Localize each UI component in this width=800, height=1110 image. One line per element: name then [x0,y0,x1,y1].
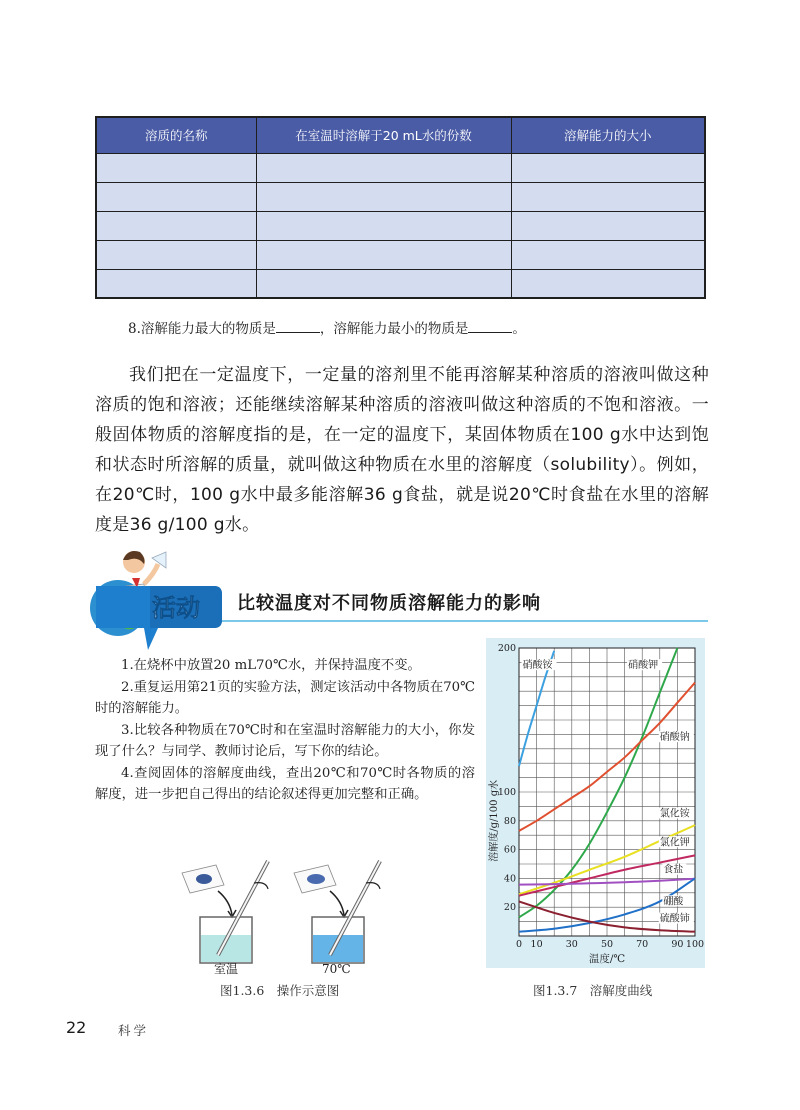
label-70c: 70℃ [322,962,351,975]
question-8-suffix: 。 [512,321,526,337]
table-row [96,269,705,298]
beaker-room-temp-illustration [182,861,268,975]
y-tick-label: 60 [503,844,516,856]
table-cell[interactable] [96,240,256,269]
x-tick-label: 90 [671,939,684,950]
series-label-3: 氯化铵 [659,808,690,820]
x-tick-label: 10 [530,939,543,950]
activity-step-1: 1.在烧杯中放置20 mL70℃水，并保持温度不变。 [121,658,421,673]
answer-blank-min[interactable] [468,320,512,333]
figure-caption-right: 图1.3.7 溶解度曲线 [533,983,653,998]
question-8-middle: ，溶解能力最小的物质是 [319,321,469,337]
question-8-prefix: 8.溶解能力最大的物质是 [128,321,276,337]
x-tick-label: 0 [515,939,523,950]
series-label-7: 硫酸铈 [659,913,690,925]
x-tick-label: 50 [600,939,614,950]
activity-steps [95,655,475,806]
label-room-temp: 室温 [214,962,239,975]
page-number: 22 [66,1018,87,1037]
y-tick-label: 200 [497,643,516,654]
x-tick-label: 70 [636,939,649,950]
series-label-2: 硝酸钠 [659,732,690,744]
figure-caption-left: 图1.3.6 操作示意图 [220,983,340,998]
table-cell[interactable] [256,240,511,269]
table-cell[interactable] [256,269,511,298]
beaker-70c-illustration [294,861,380,975]
answer-blank-max[interactable] [276,320,320,333]
activity-title: 比较温度对不同物质溶解能力的影响 [237,593,541,614]
pour-arrow-icon [218,891,232,915]
data-table [95,116,706,299]
table-cell[interactable] [511,240,705,269]
table-cell[interactable] [256,182,511,211]
series-label-5: 食盐 [663,864,684,876]
table-cell[interactable] [96,153,256,182]
header-parts-dissolved: 在室温时溶解于20 mL水的份数 [256,117,511,153]
table-row [96,153,705,182]
table-row [96,240,705,269]
table-cell[interactable] [511,182,705,211]
y-tick-label: 80 [503,815,516,827]
series-label-6: 硼酸 [663,896,684,908]
table-cell[interactable] [511,211,705,240]
x-axis-label: 温度/℃ [588,953,626,965]
activity-underline [222,620,708,622]
operation-diagram [170,855,410,975]
table-cell[interactable] [96,269,256,298]
definition-paragraph: 我们把在一定温度下，一定量的溶剂里不能再溶解某种溶质的溶液叫做这种溶质的饱和溶液；还能继续溶解某种溶质的溶液叫做这种溶质的不饱和溶液。一般固体物质的溶解度指的是，在一定的温度下，某固体物质在100 g水中达到饱和状态时所溶解的质量，就叫做这种物质在水里的溶解度（solubility）。例如，在20℃时，100 g水中最多能溶解36 g食盐，就是说20℃时食盐在水里的溶解度是36 g/100 g水。 [95,365,709,535]
y-axis-label: 溶解度/g/100 g水 [489,779,500,862]
table-cell[interactable] [256,153,511,182]
table-cell[interactable] [96,182,256,211]
solute-crystals-icon [196,874,212,884]
series-label-1: 硝酸钾 [628,660,659,672]
table-row [96,211,705,240]
x-tick-label: 100 [685,939,705,950]
question-8 [128,317,526,337]
table-row [96,182,705,211]
table-header-row [96,117,705,153]
subject-label: 科学 [118,1023,150,1038]
table-cell[interactable] [96,211,256,240]
header-solute-name: 溶质的名称 [96,117,256,153]
activity-step-3: 3.比较各种物质在70℃时和在室温时溶解能力的大小，你发现了什么？与同学、教师讨论后，写下你的结论。 [95,722,475,759]
solubility-chart [486,638,705,968]
table-cell[interactable] [511,153,705,182]
table-cell[interactable] [256,211,511,240]
y-tick-label: 40 [503,873,516,885]
activity-badge-label: 活动 [152,594,200,622]
y-tick-label: 100 [497,787,516,798]
activity-step-4: 4.查阅固体的溶解度曲线，查出20℃和70℃时各物质的溶解度，进一步把自己得出的结论叙述得更加完整和正确。 [95,765,475,802]
solubility-chart-panel [486,638,705,968]
series-label-0: 硝酸铵 [522,660,553,672]
solute-crystals-icon [307,874,325,884]
series-label-4: 氯化钾 [659,837,690,849]
table-cell[interactable] [511,269,705,298]
y-tick-label: 20 [503,902,516,914]
header-solubility-level: 溶解能力的大小 [511,117,705,153]
x-tick-label: 30 [565,939,578,950]
pour-arrow-icon [330,891,344,915]
activity-step-2: 2.重复运用第21页的实验方法，测定该活动中各物质在70℃时的溶解能力。 [95,679,475,716]
